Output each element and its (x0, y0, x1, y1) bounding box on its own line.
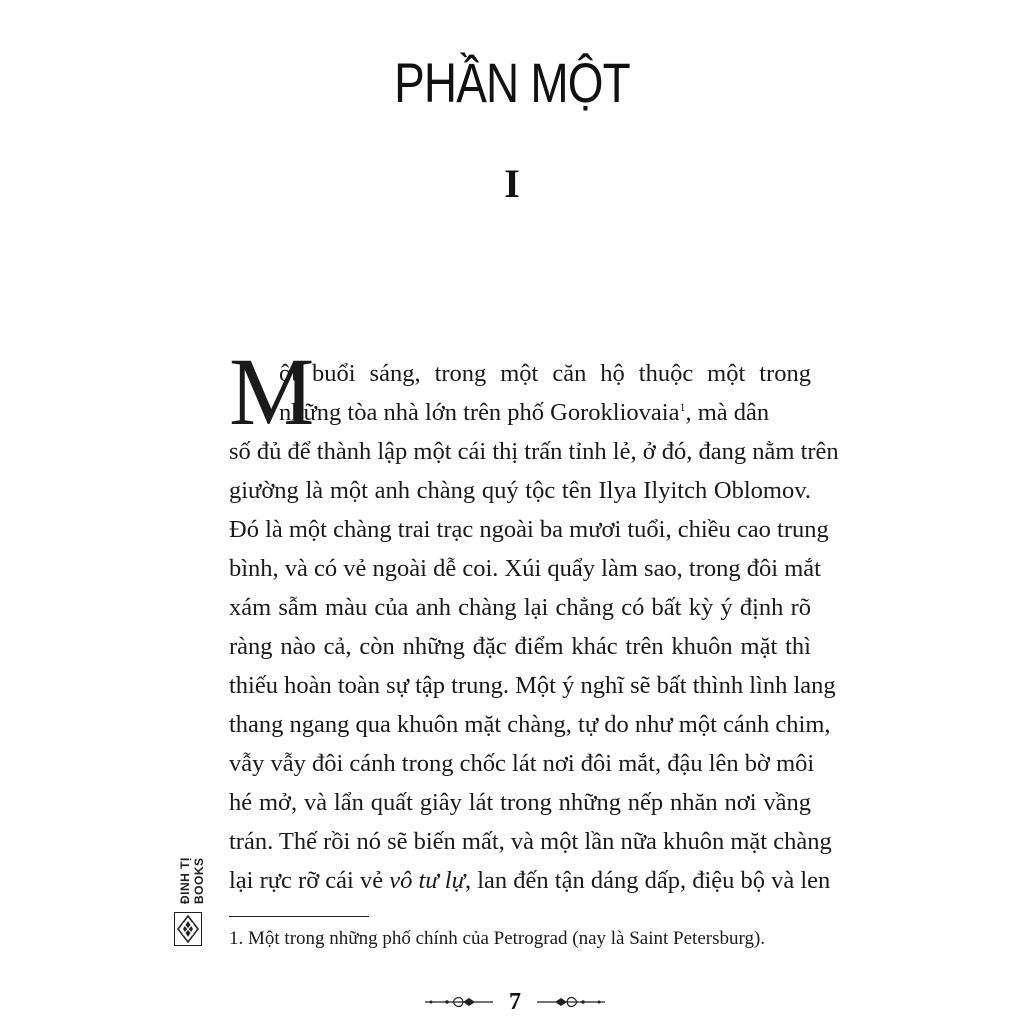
footnote: 1. Một trong những phố chính của Petrograd (nay là Saint Petersburg). (229, 928, 766, 949)
text-line-segment: , mà dân (685, 399, 770, 426)
page-number: 7 (509, 988, 521, 1015)
drop-cap: M (229, 338, 315, 445)
text-line (229, 393, 811, 432)
publisher-mark (170, 808, 206, 948)
text-line: ột buổi sáng, trong một căn hộ thuộc một trong (279, 360, 811, 387)
text-line-segment: , lan đến tận dáng dấp, điệu bộ và len (464, 867, 831, 894)
text-line: xám sẫm màu của anh chàng lại chẳng có bất kỳ ý định rõ (229, 594, 811, 621)
folio (420, 986, 610, 1018)
text-line: thiếu hoàn toàn sự tập trung. Một ý nghĩ sẽ bất thình lình lang (229, 672, 836, 699)
body-text (229, 338, 839, 900)
text-line: ràng nào cả, còn những đặc điểm khác trên khuôn mặt thì (229, 633, 811, 660)
italic-phrase: vô tư lự (389, 867, 465, 894)
text-line: số đủ để thành lập một cái thị trấn tỉnh lẻ, ở đó, đang nằm trên (229, 438, 839, 465)
chapter-number: I (504, 161, 520, 206)
text-line: hé mở, và lẩn quất giây lát trong những nếp nhăn nơi vầng (229, 789, 811, 816)
text-line (229, 861, 831, 900)
text-line: trán. Thế rồi nó sẽ biến mất, và một lần nữa khuôn mặt chàng (229, 828, 832, 855)
text-line: Đó là một chàng trai trạc ngoài ba mươi tuổi, chiều cao trung (229, 516, 829, 543)
footnote-rule (229, 916, 369, 917)
text-line: thang ngang qua khuôn mặt chàng, tự do như một cánh chim, (229, 711, 831, 738)
text-line: giường là một anh chàng quý tộc tên Ilya Ilyitch Oblomov. (229, 477, 811, 504)
diamond-knot-logo-icon (174, 912, 202, 946)
publisher-name: ĐINH TỊ BOOKS (178, 857, 206, 904)
flourish-ornament-icon (423, 994, 495, 1010)
text-line-segment: lại rực rỡ cái vẻ (229, 867, 390, 894)
part-title: PHẦN MỘT (394, 51, 630, 114)
footnote-ref: 1 (679, 399, 686, 414)
text-line-segment: những tòa nhà lớn trên phố Gorokliovaia (279, 399, 680, 426)
text-line: bình, và có vẻ ngoài dễ coi. Xúi quẩy làm sao, trong đôi mắt (229, 555, 821, 582)
flourish-ornament-icon (535, 994, 607, 1010)
text-line: vẫy vẫy đôi cánh trong chốc lát nơi đôi mắt, đậu lên bờ môi (229, 750, 815, 777)
